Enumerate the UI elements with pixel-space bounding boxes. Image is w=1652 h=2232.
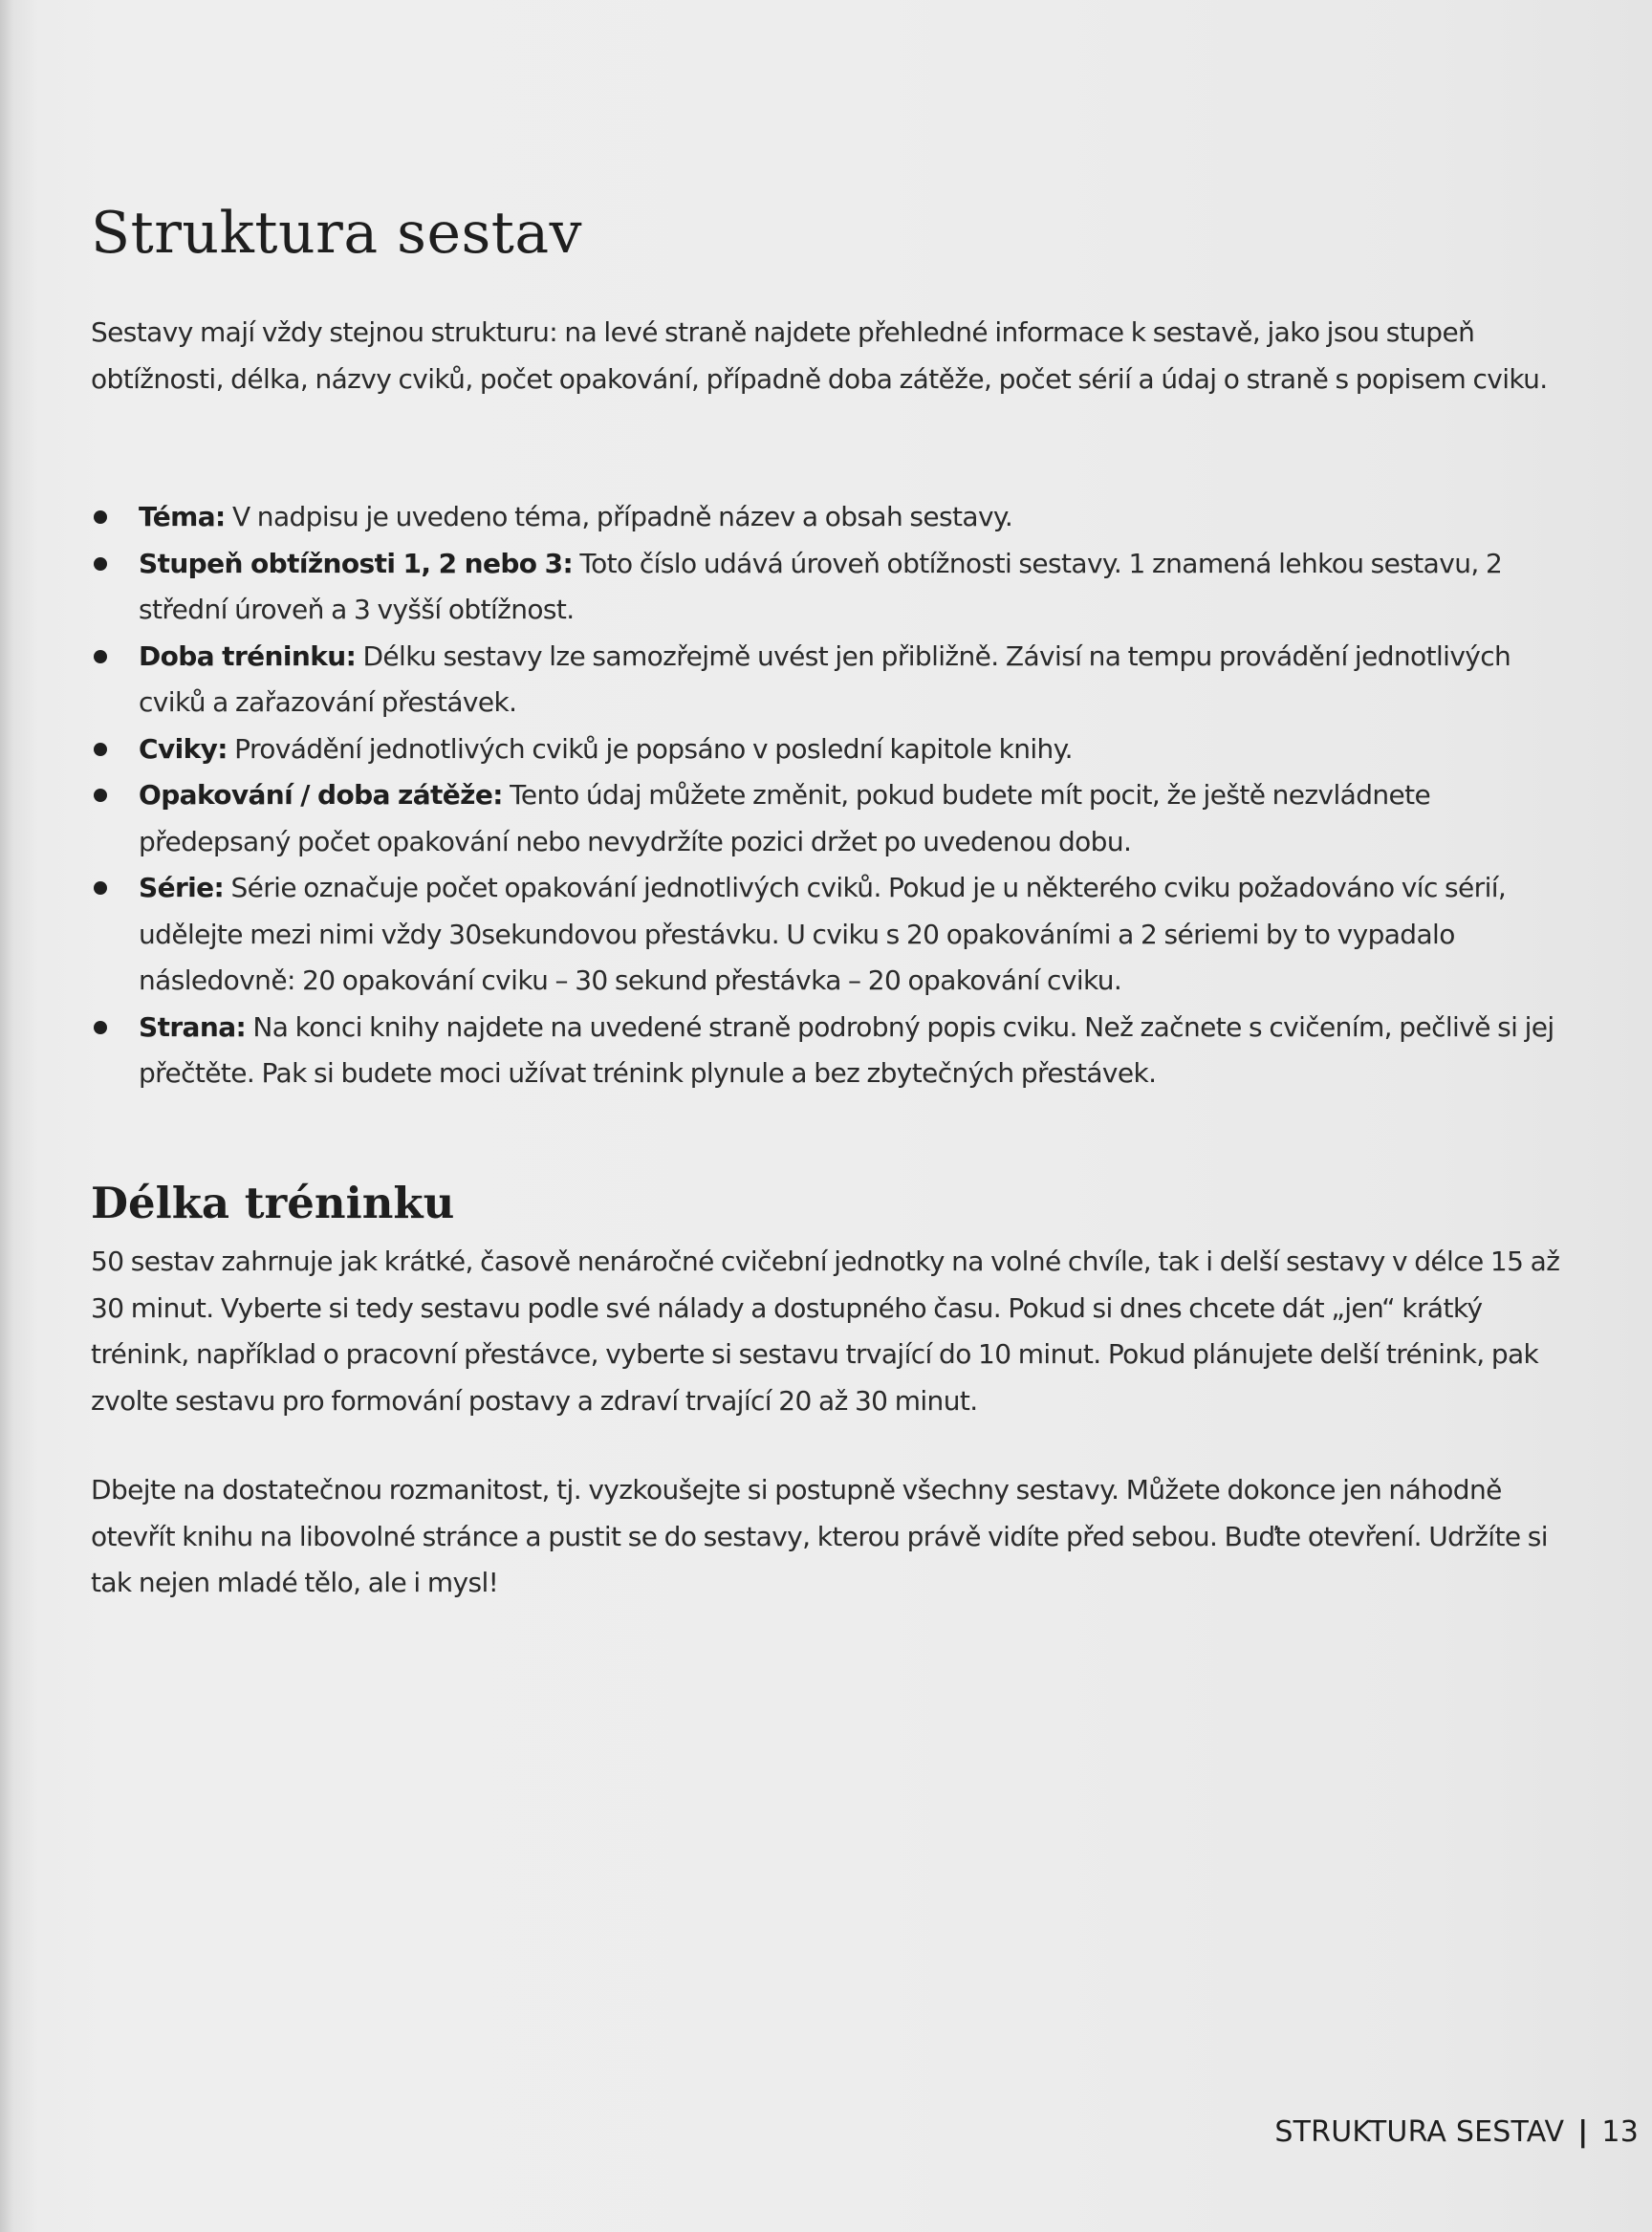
bullet-dot-icon: [94, 789, 107, 802]
bullet-text: V nadpisu je uvedeno téma, případně název a obsah sestavy.: [225, 501, 1013, 532]
bullet-dot-icon: [94, 881, 107, 895]
bullet-term: Doba tréninku:: [139, 639, 357, 672]
bullet-text: Tento údaj můžete změnit, pokud budete mít pocit, že ještě nezvládnete předepsaný počet opakování nebo nevydržíte pozici držet po uvedenou dobu.: [139, 779, 1431, 857]
bullet-item-stupen-obtiznosti: [91, 541, 1563, 634]
bullet-item-serie: [91, 865, 1563, 1005]
bullet-item-tema: [91, 494, 1563, 541]
page-footer: [1274, 2113, 1639, 2152]
bullet-text: Série označuje počet opakování jednotlivých cviků. Pokud je u některého cviku požadováno víc sérií, udělejte mezi nimi vždy 30sekundovou přestávku. U cviku s 20 opakováními a 2 sériemi by to vypadalo následovně: 20 opakování cviku – 30 sekund přestávka – 20 opakování cviku.: [139, 872, 1507, 996]
bullet-term: Série:: [139, 872, 225, 903]
structure-bullet-list: [91, 494, 1563, 1097]
bullet-item-cviky: [91, 726, 1563, 773]
bullet-dot-icon: [94, 650, 107, 663]
bullet-term: Téma:: [139, 501, 226, 532]
page-number: 13: [1601, 2115, 1639, 2149]
bullet-term: Strana:: [139, 1010, 247, 1043]
bullet-term: Stupeň obtížnosti 1, 2 nebo 3:: [139, 547, 574, 579]
bullet-dot-icon: [94, 1021, 107, 1034]
bullet-item-opakovani: [91, 772, 1563, 865]
footer-separator: |: [1577, 2115, 1589, 2149]
section-heading-delka-treninku: Délka tréninku: [91, 1178, 455, 1228]
bullet-text: Délku sestavy lze samozřejmě uvést jen přibližně. Závisí na tempu provádění jednotlivých cviků a zařazování přestávek.: [139, 639, 1511, 718]
intro-paragraph: Sestavy mají vždy stejnou strukturu: na levé straně najdete přehledné informace k sestavě, jako jsou stupeň obtížnosti, délka, názvy cviků, počet opakování, případně doba zátěže, počet sérií a údaj o straně s popisem cviku.: [91, 316, 1548, 395]
bullet-term: Opakování / doba zátěže:: [139, 779, 503, 811]
bullet-dot-icon: [94, 743, 107, 756]
page-title: Struktura sestav: [91, 200, 583, 267]
running-header-section: STRUKTURA SESTAV: [1274, 2115, 1565, 2149]
bullet-text: Provádění jednotlivých cviků je popsáno v poslední kapitole knihy.: [227, 732, 1073, 765]
bullet-dot-icon: [94, 557, 107, 571]
bullet-text: Na konci knihy najdete na uvedené straně podrobný popis cviku. Než začnete s cvičením, pečlivě si jej přečtěte. Pak si budete moci užívat trénink plynule a bez zbytečných přestávek.: [139, 1010, 1554, 1089]
bullet-term: Cviky:: [139, 732, 228, 765]
bullet-item-doba-treninku: [91, 634, 1563, 726]
section-paragraph-2: Dbejte na dostatečnou rozmanitost, tj. vyzkoušejte si postupně všechny sestavy. Můžete dokonce jen náhodně otevřít knihu na libovolné stránce a pustit se do sestavy, kterou právě vidíte před sebou. Buďte otevření. Udržíte si tak nejen mladé tělo, ale i mysl!: [91, 1474, 1548, 1598]
bullet-item-strana: [91, 1005, 1563, 1097]
bullet-dot-icon: [94, 510, 107, 524]
bullet-text: Toto číslo udává úroveň obtížnosti sestavy. 1 znamená lehkou sestavu, 2 střední úroveň a 3 vyšší obtížnost.: [139, 547, 1503, 625]
section-paragraph-1: 50 sestav zahrnuje jak krátké, časově nenáročné cvičební jednotky na volné chvíle, tak i delší sestavy v délce 15 až 30 minut. Vyberte si tedy sestavu podle své nálady a dostupného času. Pokud si dnes chcete dát „jen“ krátký trénink, například o pracovní přestávce, vyberte si sestavu trvající do 10 minut. Pokud plánujete delší trénink, pak zvolte sestavu pro formování postavy a zdraví trvající 20 až 30 minut.: [91, 1246, 1560, 1417]
